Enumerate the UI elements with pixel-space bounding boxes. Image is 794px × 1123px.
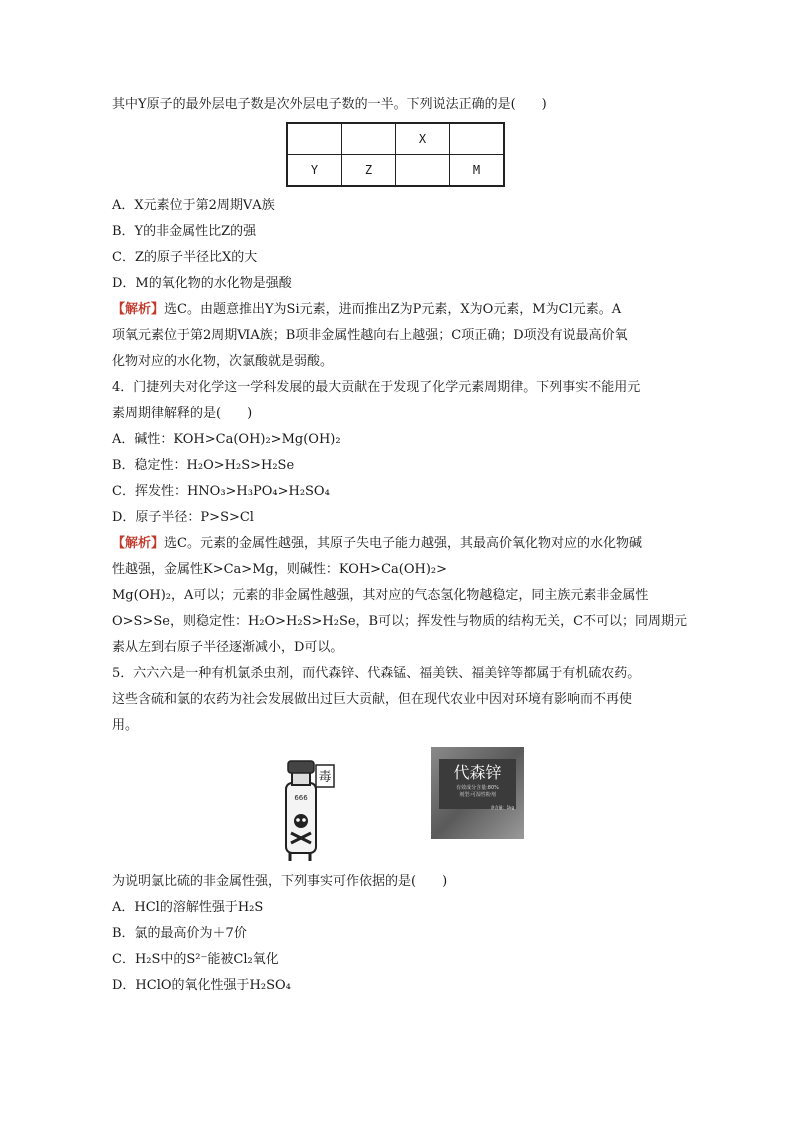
table-cell: Y xyxy=(287,155,342,187)
package-form: 剂型:可湿性粉剂 xyxy=(459,792,496,798)
q4-option-d: D．原子半径：P>S>Cl xyxy=(112,510,254,525)
table-cell: X xyxy=(396,123,450,155)
table-row xyxy=(287,123,504,155)
q3-analysis-line xyxy=(112,297,684,323)
q4-analysis-line: Mg(OH)₂，A可以；元素的非金属性越强，其对应的气态氢化物越稳定，同主族元素非金属性 xyxy=(112,588,649,603)
q5-option-d: D．HClO的氧化性强于H₂SO₄ xyxy=(112,978,291,993)
q3-option-c: C．Z的原子半径比X的大 xyxy=(112,250,258,265)
q4-stem: 素周期律解释的是( ) xyxy=(112,406,253,421)
package-net-weight: 净含量：1kg xyxy=(490,805,514,810)
q4-stem: 4．门捷列夫对化学这一学科发展的最大贡献在于发现了化学元素周期律。下列事实不能用元 xyxy=(112,380,641,395)
q5-stem: 这些含硫和氯的农药为社会发展做出过巨大贡献，但在现代农业中因对环境有影响而不再使 xyxy=(112,692,633,707)
table-cell xyxy=(396,155,450,187)
table-cell: Z xyxy=(342,155,396,187)
analysis-tag: 【解析】 xyxy=(112,302,165,317)
table-cell xyxy=(287,123,342,155)
package-title: 代森锌 xyxy=(453,763,502,782)
document-page xyxy=(112,92,688,999)
q5-question: 为说明氯比硫的非金属性强，下列事实可作依据的是( ) xyxy=(112,874,448,889)
analysis-text: 选C。元素的金属性越强，其原子失电子能力越强，其最高价氧化物对应的水化物碱 xyxy=(164,536,642,551)
q5-option-b: B．氯的最高价为＋7价 xyxy=(112,926,247,941)
q4-option-b: B．稳定性：H₂O>H₂S>H₂Se xyxy=(112,458,295,473)
poison-sign-label: 毒 xyxy=(318,770,332,785)
pesticide-package-image xyxy=(431,747,524,839)
table-row xyxy=(287,155,504,187)
q3-analysis-line: 项氧元素位于第2周期ⅥA族；B项非金属性越向右上越强；C项正确；D项没有说最高价氧 xyxy=(112,328,628,343)
table-cell xyxy=(342,123,396,155)
q4-analysis-line xyxy=(112,531,684,557)
q4-option-a: A．碱性：KOH>Ca(OH)₂>Mg(OH)₂ xyxy=(112,432,341,447)
q3-intro: 其中Y原子的最外层电子数是次外层电子数的一半。下列说法正确的是( ) xyxy=(112,97,547,112)
q3-analysis-line: 化物对应的水化物，次氯酸就是弱酸。 xyxy=(112,354,334,369)
q4-analysis-line: 性越强，金属性K>Ca>Mg，则碱性：KOH>Ca(OH)₂> xyxy=(112,562,448,577)
q5-option-c: C．H₂S中的S²⁻能被Cl₂氧化 xyxy=(112,952,279,967)
poison-bottle-illustration xyxy=(276,753,338,863)
analysis-text: 选C。由题意推出Y为Si元素，进而推出Z为P元素，X为O元素，M为Cl元素。A xyxy=(164,302,622,317)
periodic-table-fragment xyxy=(286,122,505,187)
analysis-tag: 【解析】 xyxy=(112,536,165,551)
package-ingredient: 有效成分含量:80% xyxy=(456,785,499,791)
bottle-label: 666 xyxy=(294,794,308,802)
q3-option-d: D．M的氧化物的水化物是强酸 xyxy=(112,276,292,291)
q4-option-c: C．挥发性：HNO₃>H₃PO₄>H₂SO₄ xyxy=(112,484,330,499)
illustration-row xyxy=(112,747,684,869)
q5-stem: 5．六六六是一种有机氯杀虫剂，而代森锌、代森锰、福美铁、福美锌等都属于有机硫农药。 xyxy=(112,666,641,681)
q4-analysis-line: O>S>Se，则稳定性：H₂O>H₂S>H₂Se，B可以；挥发性与物质的结构无关，C不可以；同周期元 xyxy=(112,614,688,629)
q4-analysis-line: 素从左到右原子半径逐渐减小，D可以。 xyxy=(112,640,344,655)
q5-option-a: A．HCl的溶解性强于H₂S xyxy=(112,900,264,915)
q5-stem: 用。 xyxy=(112,718,139,733)
q3-option-a: A．X元素位于第2周期ⅤA族 xyxy=(112,198,275,213)
table-cell xyxy=(450,123,505,155)
package-box xyxy=(431,747,524,839)
q3-option-b: B．Y的非金属性比Z的强 xyxy=(112,224,257,239)
table-cell: M xyxy=(450,155,505,187)
